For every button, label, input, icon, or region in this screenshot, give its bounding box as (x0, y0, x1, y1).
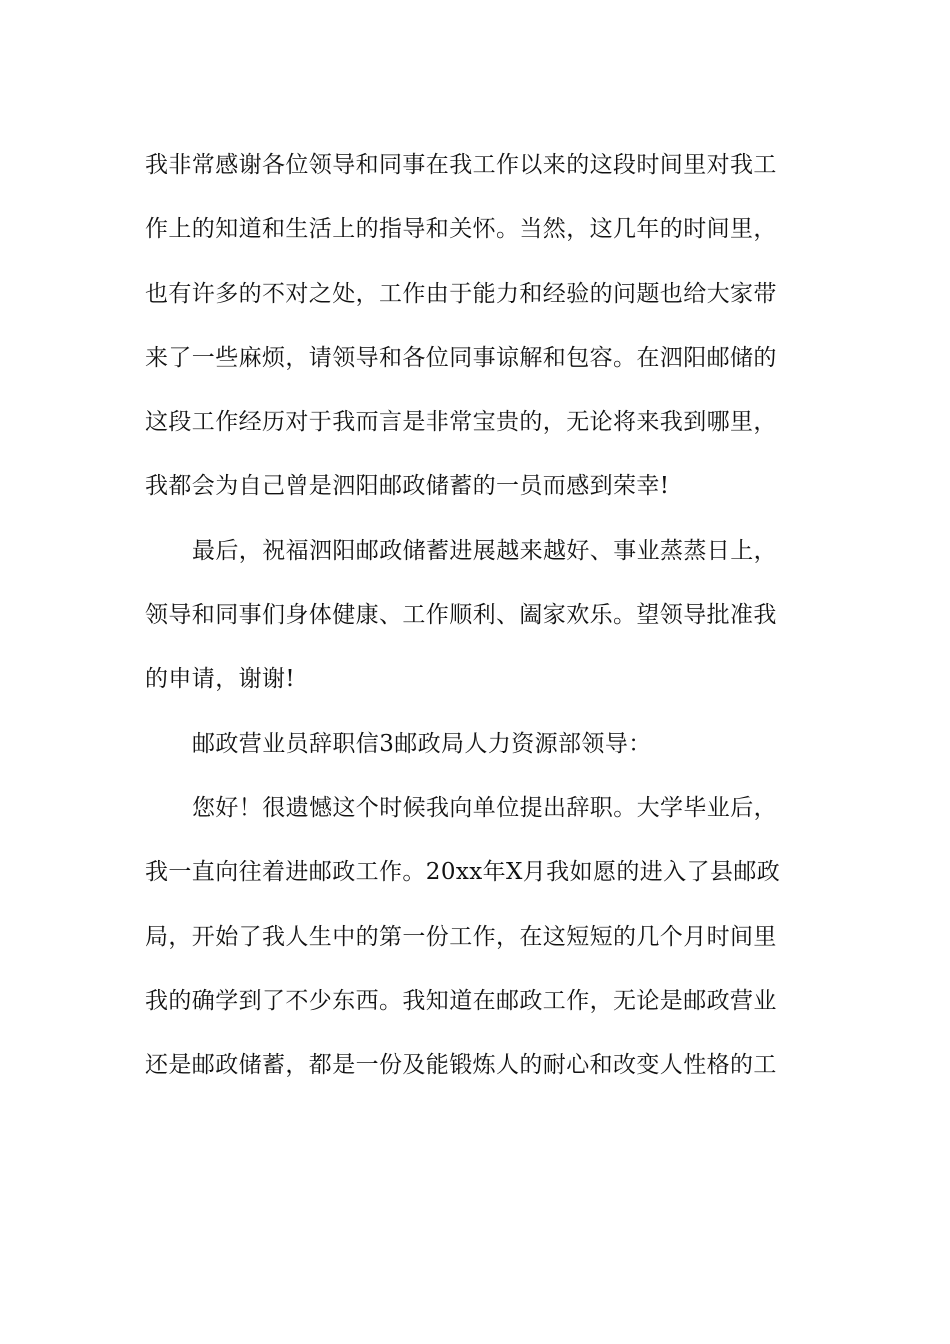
text-line: 还是邮政储蓄，都是一份及能锻炼人的耐心和改变人性格的工 (145, 1052, 777, 1079)
text-line: 的申请，谢谢! (145, 666, 296, 693)
text-line: 这段工作经历对于我而言是非常宝贵的，无论将来我到哪里， (145, 409, 777, 436)
paragraph-start-line: 最后，祝福泗阳邮政储蓄进展越来越好、事业蒸蒸日上， (192, 537, 777, 564)
text-line: 领导和同事们身体健康、工作顺利、阖家欢乐。望领导批准我 (145, 602, 777, 629)
paragraph-start-line: 您好！很遗憾这个时候我向单位提出辞职。大学毕业后， (192, 794, 777, 821)
letter-heading-line: 邮政营业员辞职信3邮政局人力资源部领导： (192, 730, 652, 757)
text-line: 我都会为自己曾是泗阳邮政储蓄的一员而感到荣幸! (145, 473, 670, 500)
text-line: 我一直向往着进邮政工作。20xx年X月我如愿的进入了县邮政 (145, 859, 781, 886)
document-body (145, 133, 810, 1097)
text-line: 我的确学到了不少东西。我知道在邮政工作，无论是邮政营业 (145, 987, 777, 1014)
text-line: 我非常感谢各位领导和同事在我工作以来的这段时间里对我工 (145, 152, 777, 178)
text-line: 作上的知道和生活上的指导和关怀。当然，这几年的时间里， (145, 216, 777, 243)
text-line: 也有许多的不对之处，工作由于能力和经验的问题也给大家带 (145, 280, 777, 307)
text-line: 来了一些麻烦，请领导和各位同事谅解和包容。在泗阳邮储的 (145, 344, 777, 371)
text-line: 局，开始了我人生中的第一份工作，在这短短的几个月时间里 (145, 923, 777, 950)
